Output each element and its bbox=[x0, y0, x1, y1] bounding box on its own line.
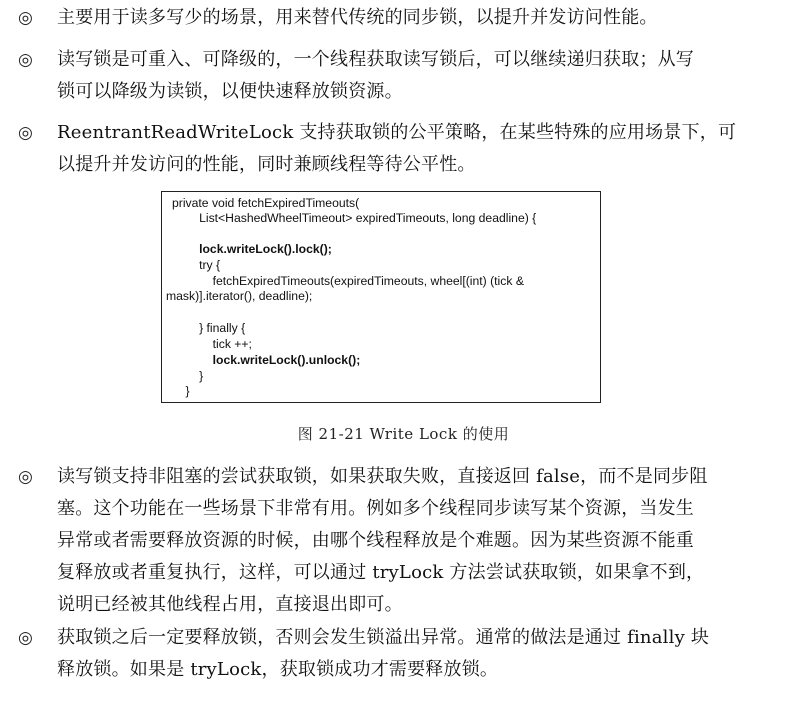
text-line: 释放锁。如果是 tryLock，获取锁成功才需要释放锁。 bbox=[57, 659, 499, 680]
text-line: 以提升并发访问的性能，同时兼顾线程等待公平性。 bbox=[57, 154, 476, 175]
figure-caption: 图 21-21 Write Lock 的使用 bbox=[297, 425, 510, 443]
code-line: fetchExpiredTimeouts(expiredTimeouts, wheel[(int) (tick & bbox=[172, 274, 524, 288]
bullet-icon: ◎ bbox=[18, 467, 33, 487]
bullet-icon: ◎ bbox=[18, 8, 33, 28]
code-line: } bbox=[172, 384, 190, 398]
text-line: 读写锁支持非阻塞的尝试获取锁，如果获取失败，直接返回 false，而不是同步阻 bbox=[57, 466, 708, 487]
code-line: } finally { bbox=[172, 321, 246, 335]
bullet-text bbox=[57, 44, 794, 108]
bullet-text bbox=[57, 461, 794, 621]
text-line: 锁可以降级为读锁，以便快速释放锁资源。 bbox=[57, 81, 403, 102]
code-line: List<HashedWheelTimeout> expiredTimeouts, long deadline) { bbox=[172, 211, 537, 225]
code-line: tick ++; bbox=[172, 337, 252, 351]
bullet-text bbox=[57, 2, 794, 34]
bullet-text bbox=[57, 622, 794, 686]
text-line: 读写锁是可重入、可降级的，一个线程获取读写锁后，可以继续递归获取；从写 bbox=[57, 49, 694, 70]
text-line: 主要用于读多写少的场景，用来替代传统的同步锁，以提升并发访问性能。 bbox=[57, 7, 658, 28]
text-line: 塞。这个功能在一些场景下非常有用。例如多个线程同步读写某个资源，当发生 bbox=[57, 498, 694, 519]
text-line: 异常或者需要释放资源的时候，由哪个线程释放是个难题。因为某些资源不能重 bbox=[57, 530, 694, 551]
bullet-icon: ◎ bbox=[18, 628, 33, 648]
text-line: ReentrantReadWriteLock 支持获取锁的公平策略，在某些特殊的应用场景下，可 bbox=[57, 122, 737, 143]
text-line: 说明已经被其他线程占用，直接退出即可。 bbox=[57, 594, 403, 615]
code-line: try { bbox=[172, 258, 221, 272]
text-line: 复释放或者重复执行，这样，可以通过 tryLock 方法尝试获取锁，如果拿不到， bbox=[57, 562, 705, 583]
code-line: lock.writeLock().lock(); bbox=[172, 242, 332, 256]
bullet-text bbox=[57, 117, 794, 181]
code-line: mask)].iterator(), deadline); bbox=[166, 289, 313, 303]
text-line: 获取锁之后一定要释放锁，否则会发生锁溢出异常。通常的做法是通过 finally 块 bbox=[57, 627, 710, 648]
code-line: lock.writeLock().unlock(); bbox=[172, 353, 361, 367]
code-line: } bbox=[172, 369, 204, 383]
code-listing-box bbox=[161, 191, 601, 403]
code-line: private void fetchExpiredTimeouts( bbox=[172, 196, 360, 210]
bullet-icon: ◎ bbox=[18, 123, 33, 143]
bullet-icon: ◎ bbox=[18, 50, 33, 70]
